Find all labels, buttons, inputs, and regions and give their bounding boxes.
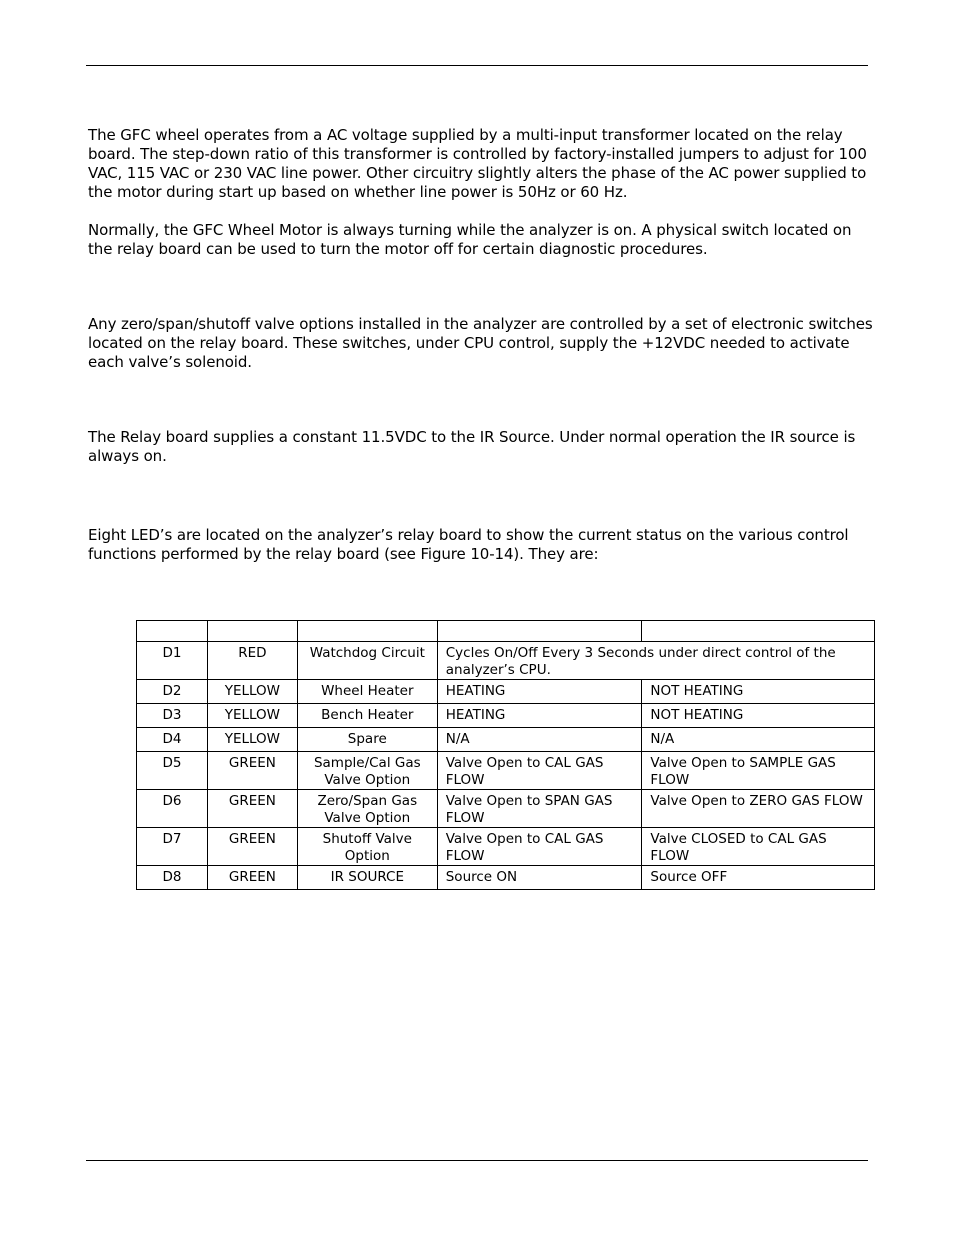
table-row	[137, 790, 875, 828]
paragraph-gfc-power: The GFC wheel operates from a AC voltage supplied by a multi-input transformer located on the relay board. The step-down ratio of this transformer is controlled by factory-installed jumpers to adjust for 100 VAC, 115 VAC or 230 VAC line power. Other circuitry slightly alters the phase of the AC power supplied to the motor during start up based on whether line power is 50Hz or 60 Hz.	[88, 126, 867, 201]
table-row	[137, 828, 875, 866]
paragraph-valves: Any zero/span/shutoff valve options installed in the analyzer are controlled by a set of electronic switches located on the relay board. These switches, under CPU control, supply the +12VDC needed to activate each valve’s solenoid.	[88, 315, 873, 371]
led-off-cell: NOT HEATING	[642, 704, 875, 728]
led-color-cell: GREEN	[207, 752, 297, 790]
led-function-cell: Spare	[297, 728, 437, 752]
led-function-cell: IR SOURCE	[297, 866, 437, 890]
header-cell	[437, 621, 642, 642]
led-off-cell: Valve Open to SAMPLE GAS FLOW	[642, 752, 875, 790]
table-row	[137, 866, 875, 890]
led-color-cell: YELLOW	[207, 680, 297, 704]
table-row	[137, 642, 875, 680]
led-id-cell: D1	[137, 642, 208, 680]
led-color-cell: GREEN	[207, 790, 297, 828]
led-color-cell: GREEN	[207, 828, 297, 866]
table-header-row	[137, 621, 875, 642]
led-off-cell: NOT HEATING	[642, 680, 875, 704]
led-on-cell: Source ON	[437, 866, 642, 890]
header-cell	[642, 621, 875, 642]
led-on-cell: N/A	[437, 728, 642, 752]
led-function-cell: Zero/Span Gas Valve Option	[297, 790, 437, 828]
led-off-cell: Valve Open to ZERO GAS FLOW	[642, 790, 875, 828]
led-color-cell: YELLOW	[207, 704, 297, 728]
led-function-cell: Bench Heater	[297, 704, 437, 728]
header-cell	[207, 621, 297, 642]
table-row	[137, 728, 875, 752]
header-rule	[86, 65, 868, 66]
led-function-cell: Shutoff Valve Option	[297, 828, 437, 866]
led-color-cell: RED	[207, 642, 297, 680]
led-color-cell: YELLOW	[207, 728, 297, 752]
footer-rule	[86, 1160, 868, 1161]
led-off-cell: Valve CLOSED to CAL GAS FLOW	[642, 828, 875, 866]
led-id-cell: D8	[137, 866, 208, 890]
paragraph-leds-intro: Eight LED’s are located on the analyzer’s relay board to show the current status on the various control functions performed by the relay board (see Figure 10-14). They are:	[88, 526, 849, 563]
led-on-cell: Valve Open to SPAN GAS FLOW	[437, 790, 642, 828]
led-function-cell: Sample/Cal Gas Valve Option	[297, 752, 437, 790]
paragraph-ir-source: The Relay board supplies a constant 11.5VDC to the IR Source. Under normal operation the IR source is always on.	[88, 428, 856, 465]
led-id-cell: D7	[137, 828, 208, 866]
led-color-cell: GREEN	[207, 866, 297, 890]
led-on-cell: HEATING	[437, 704, 642, 728]
table-row	[137, 680, 875, 704]
relay-led-table	[136, 620, 875, 890]
led-id-cell: D4	[137, 728, 208, 752]
header-cell	[137, 621, 208, 642]
led-id-cell: D3	[137, 704, 208, 728]
led-on-cell: HEATING	[437, 680, 642, 704]
led-off-cell: N/A	[642, 728, 875, 752]
led-id-cell: D5	[137, 752, 208, 790]
led-function-cell: Watchdog Circuit	[297, 642, 437, 680]
led-status-merged-cell: Cycles On/Off Every 3 Seconds under direct control of the analyzer’s CPU.	[437, 642, 874, 680]
led-function-cell: Wheel Heater	[297, 680, 437, 704]
led-id-cell: D2	[137, 680, 208, 704]
table-row	[137, 752, 875, 790]
paragraph-gfc-motor: Normally, the GFC Wheel Motor is always turning while the analyzer is on. A physical switch located on the relay board can be used to turn the motor off for certain diagnostic procedures.	[88, 221, 852, 258]
led-off-cell: Source OFF	[642, 866, 875, 890]
led-on-cell: Valve Open to CAL GAS FLOW	[437, 828, 642, 866]
table-row	[137, 704, 875, 728]
led-on-cell: Valve Open to CAL GAS FLOW	[437, 752, 642, 790]
header-cell	[297, 621, 437, 642]
led-id-cell: D6	[137, 790, 208, 828]
